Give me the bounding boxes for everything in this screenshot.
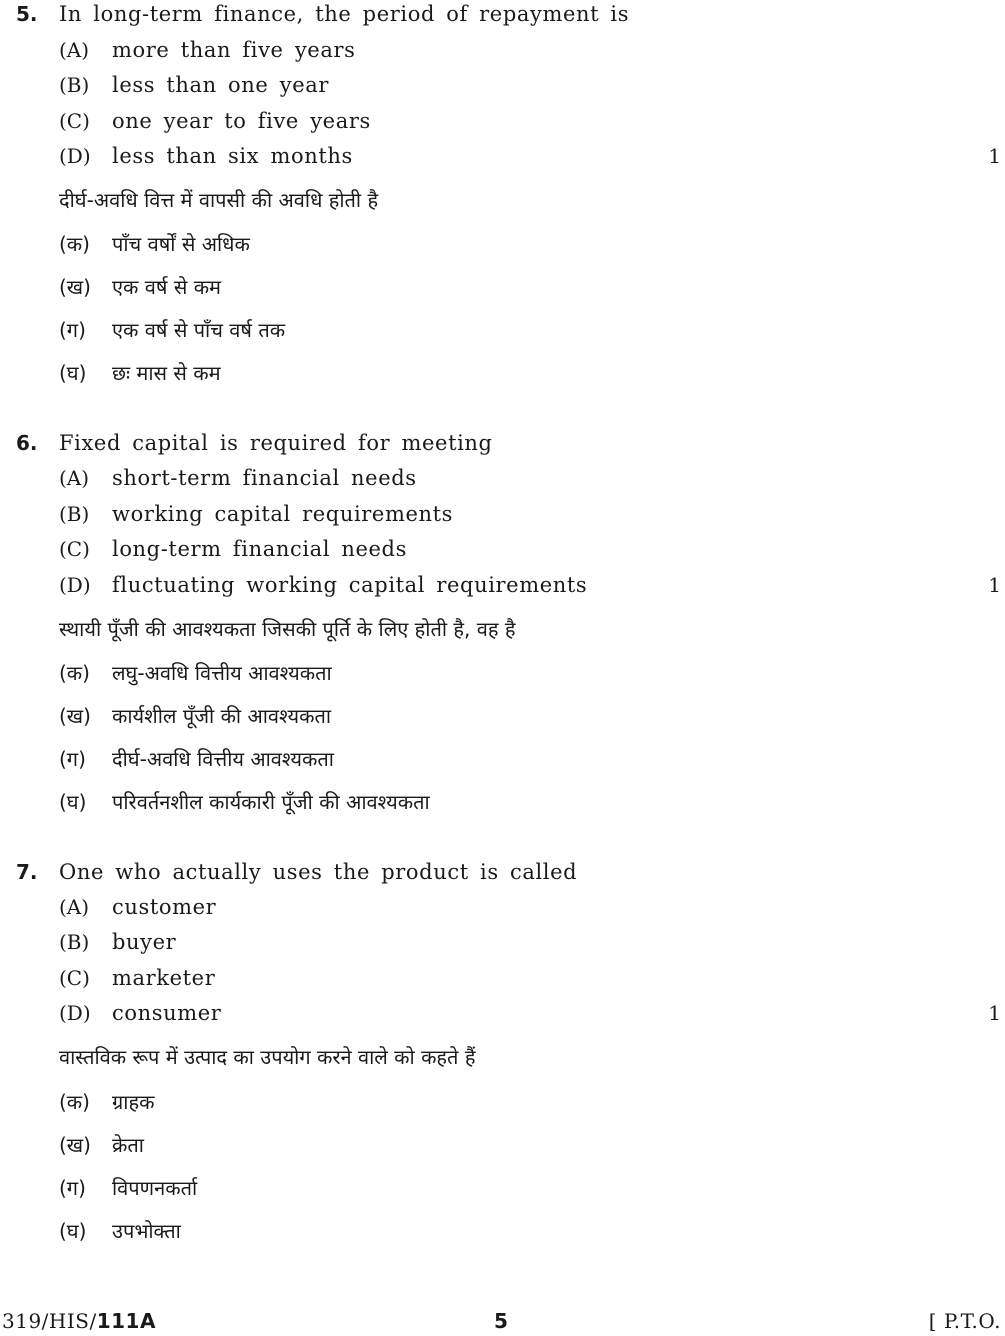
- marks: 1: [988, 573, 1001, 597]
- option-text: लघु-अवधि वित्तीय आवश्यकता: [112, 661, 332, 685]
- option-text: ग्राहक: [112, 1090, 155, 1114]
- option-text: एक वर्ष से कम: [112, 275, 222, 299]
- option-label: (B): [59, 502, 90, 526]
- option-label: (ग): [59, 1176, 86, 1200]
- option-text: one year to five years: [112, 109, 371, 133]
- option-text: क्रेता: [112, 1133, 144, 1157]
- option-text: long-term financial needs: [112, 537, 407, 561]
- paper-code: [2, 1306, 156, 1336]
- option-label: (C): [59, 537, 90, 561]
- option-text: buyer: [112, 930, 177, 954]
- option-text: विपणनकर्ता: [112, 1176, 198, 1200]
- option-label: (D): [59, 573, 91, 597]
- option-label: (क): [59, 661, 90, 685]
- page-number: 5: [494, 1309, 508, 1333]
- option-label: (ग): [59, 747, 86, 771]
- hindi-question-text: स्थायी पूँजी की आवश्यकता जिसकी पूर्ति के लिए होती है, वह है: [59, 617, 516, 641]
- option-d: [0, 141, 1005, 171]
- question-text: One who actually uses the product is called: [59, 860, 578, 884]
- question-number: 5.: [16, 2, 38, 26]
- question-text: Fixed capital is required for meeting: [59, 431, 493, 455]
- option-label: (C): [59, 966, 90, 990]
- option-text: more than five years: [112, 38, 356, 62]
- option-text: customer: [112, 895, 217, 919]
- option-text: marketer: [112, 966, 216, 990]
- option-label: (ग): [59, 318, 86, 342]
- option-label: (घ): [59, 1219, 87, 1243]
- option-label: (ख): [59, 1133, 91, 1157]
- page-footer: [0, 1306, 1005, 1336]
- option-label: (क): [59, 1090, 90, 1114]
- marks: 1: [988, 144, 1001, 168]
- option-label: (ख): [59, 704, 91, 728]
- option-label: (क): [59, 232, 90, 256]
- option-text: पाँच वर्षों से अधिक: [112, 232, 250, 256]
- option-label: (घ): [59, 361, 87, 385]
- option-text: working capital requirements: [112, 502, 454, 526]
- option-text: fluctuating working capital requirements: [112, 573, 588, 597]
- option-text: एक वर्ष से पाँच वर्ष तक: [112, 318, 286, 342]
- option-text: दीर्घ-अवधि वित्तीय आवश्यकता: [112, 747, 334, 771]
- option-label: (B): [59, 930, 90, 954]
- marks: 1: [988, 1001, 1001, 1025]
- question-number: 7.: [16, 860, 38, 884]
- question-text: In long-term finance, the period of repayment is: [59, 2, 630, 26]
- option-label: (घ): [59, 790, 87, 814]
- pto-label: [ P.T.O.: [928, 1309, 1001, 1333]
- paper-code-prefix: 319/HIS/: [2, 1309, 97, 1333]
- hindi-question-text: दीर्घ-अवधि वित्त में वापसी की अवधि होती है: [59, 188, 379, 212]
- option-text: उपभोक्ता: [112, 1219, 181, 1243]
- option-label: (A): [59, 895, 90, 919]
- option-d: [0, 570, 1005, 600]
- option-text: short-term financial needs: [112, 466, 417, 490]
- option-text: less than one year: [112, 73, 329, 97]
- option-label: (D): [59, 144, 91, 168]
- option-text: consumer: [112, 1001, 222, 1025]
- option-d: [0, 998, 1005, 1028]
- option-label: (ख): [59, 275, 91, 299]
- option-label: (D): [59, 1001, 91, 1025]
- question-number: 6.: [16, 431, 38, 455]
- hindi-question-text: वास्तविक रूप में उत्पाद का उपयोग करने वाले को कहते हैं: [59, 1045, 476, 1069]
- option-label: (B): [59, 73, 90, 97]
- option-text: छः मास से कम: [112, 361, 221, 385]
- option-label: (C): [59, 109, 90, 133]
- option-text: परिवर्तनशील कार्यकारी पूँजी की आवश्यकता: [112, 790, 430, 814]
- option-text: कार्यशील पूँजी की आवश्यकता: [112, 704, 332, 728]
- paper-code-suffix: 111A: [96, 1309, 156, 1333]
- option-label: (A): [59, 38, 90, 62]
- option-label: (A): [59, 466, 90, 490]
- option-text: less than six months: [112, 144, 353, 168]
